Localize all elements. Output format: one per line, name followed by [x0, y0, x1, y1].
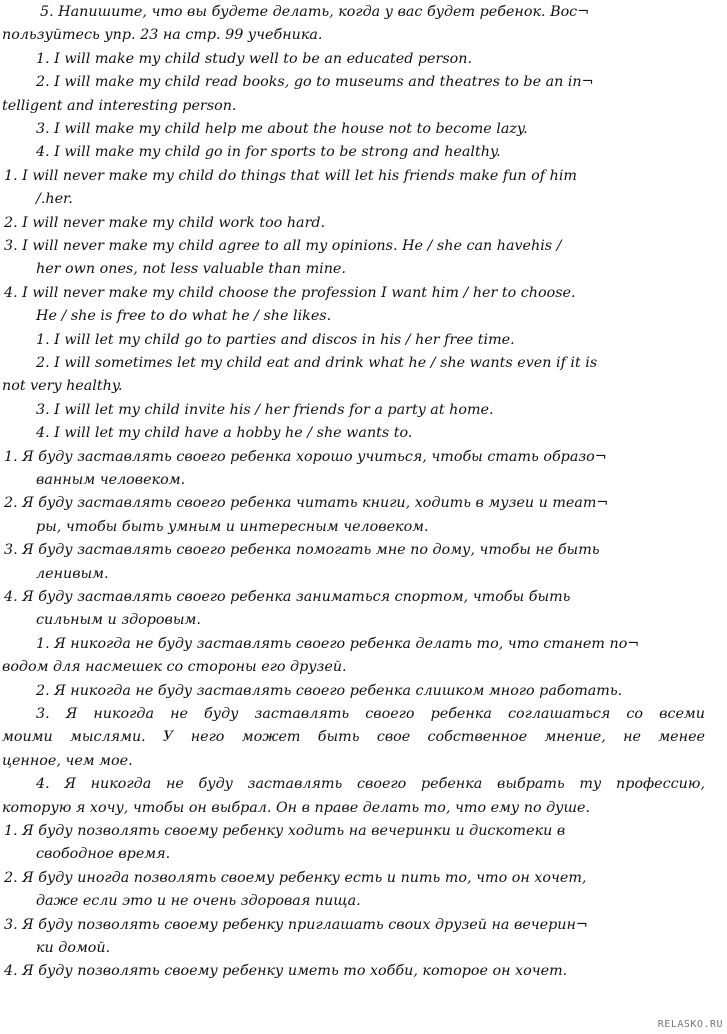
text-line: 3. I will make my child help me about the house not to become lazy. — [36, 121, 528, 137]
text-line: свободное время. — [36, 846, 171, 863]
text-line: ленивым. — [36, 565, 109, 582]
text-line: 4. Я буду заставлять своего ребенка заниматься спортом, чтобы быть — [4, 589, 571, 605]
text-line: 2. Я буду заставлять своего ребенка читать книги, ходить в музеи и теат¬ — [4, 495, 609, 512]
text-line: ки домой. — [36, 940, 111, 956]
text-line: her own ones, not less valuable than mine. — [36, 261, 346, 278]
text-line: пользуйтесь упр. 23 на стр. 99 учебника. — [2, 27, 323, 44]
text-line: 1. Я буду заставлять своего ребенка хорошо учиться, чтобы стать образо¬ — [4, 448, 607, 465]
text-line: 3. Я никогда не буду заставлять своего ребенка соглашаться со всеми — [36, 706, 705, 722]
text-line: 4. I will make my child go in for sports to be strong and healthy. — [36, 144, 501, 161]
text-line: 2. I will make my child read books, go to museums and theatres to be an in¬ — [36, 74, 594, 91]
text-line: /.her. — [36, 191, 73, 208]
text-line: He / she is free to do what he / she likes. — [36, 308, 332, 325]
text-line: ценное, чем мое. — [2, 752, 133, 769]
text-line: 1. Я буду позволять своему ребенку ходить на вечеринки и дискотеки в — [4, 823, 566, 839]
text-line: 4. Я никогда не буду заставлять своего ребенка выбрать ту профессию, — [36, 776, 705, 793]
text-line: водом для насмешек со стороны его друзей. — [2, 659, 347, 676]
text-line: даже если это и не очень здоровая пища. — [36, 893, 361, 910]
text-line: 1. Я никогда не буду заставлять своего ребенка делать то, что станет по¬ — [36, 635, 640, 652]
text-line: not very healthy. — [2, 378, 123, 395]
text-line: 2. I will never make my child work too hard. — [4, 214, 326, 231]
text-line: 4. I will let my child have a hobby he / she wants to. — [36, 425, 413, 442]
text-line: 2. Я буду иногда позволять своему ребенку есть и пить то, что он хочет, — [4, 869, 587, 886]
text-line: 3. I will let my child invite his / her friends for a party at home. — [36, 401, 494, 418]
text-line: 4. Я буду позволять своему ребенку иметь то хобби, которое он хочет. — [4, 963, 568, 980]
text-line: 1. I will let my child go to parties and discos in his / her free time. — [36, 331, 515, 348]
text-line: ры, чтобы быть умным и интересным человеком. — [36, 518, 429, 535]
text-line: ванным человеком. — [36, 472, 186, 488]
text-line: которую я хочу, чтобы он выбрал. Он в праве делать то, что ему по душе. — [2, 799, 591, 816]
text-line: 1. I will never make my child do things that will let his friends make fun of him — [4, 167, 577, 184]
text-line: моими мыслями. У него может быть свое собственное мнение, не менее — [2, 729, 705, 746]
text-line: 2. Я никогда не буду заставлять своего ребенка слишком много работать. — [36, 682, 623, 699]
text-line: сильным и здоровым. — [36, 612, 201, 629]
text-line: 4. I will never make my child choose the profession I want him / her to choose. — [4, 284, 576, 301]
text-line: 1. I will make my child study well to be an educated person. — [36, 50, 473, 67]
watermark: RELASKO.RU — [657, 1019, 723, 1030]
text-line: 3. Я буду позволять своему ребенку приглашать своих друзей на вечерин¬ — [4, 916, 588, 933]
text-line: 2. I will sometimes let my child eat and drink what he / she wants even if it is — [36, 355, 598, 371]
text-line: 5. Напишите, что вы будете делать, когда у вас будет ребенок. Вос¬ — [40, 4, 590, 20]
text-line: 3. I will never make my child agree to all my opinions. He / she can havehis / — [4, 238, 562, 254]
text-line: 3. Я буду заставлять своего ребенка помогать мне по дому, чтобы не быть — [4, 542, 600, 559]
text-line: telligent and interesting person. — [2, 97, 237, 114]
